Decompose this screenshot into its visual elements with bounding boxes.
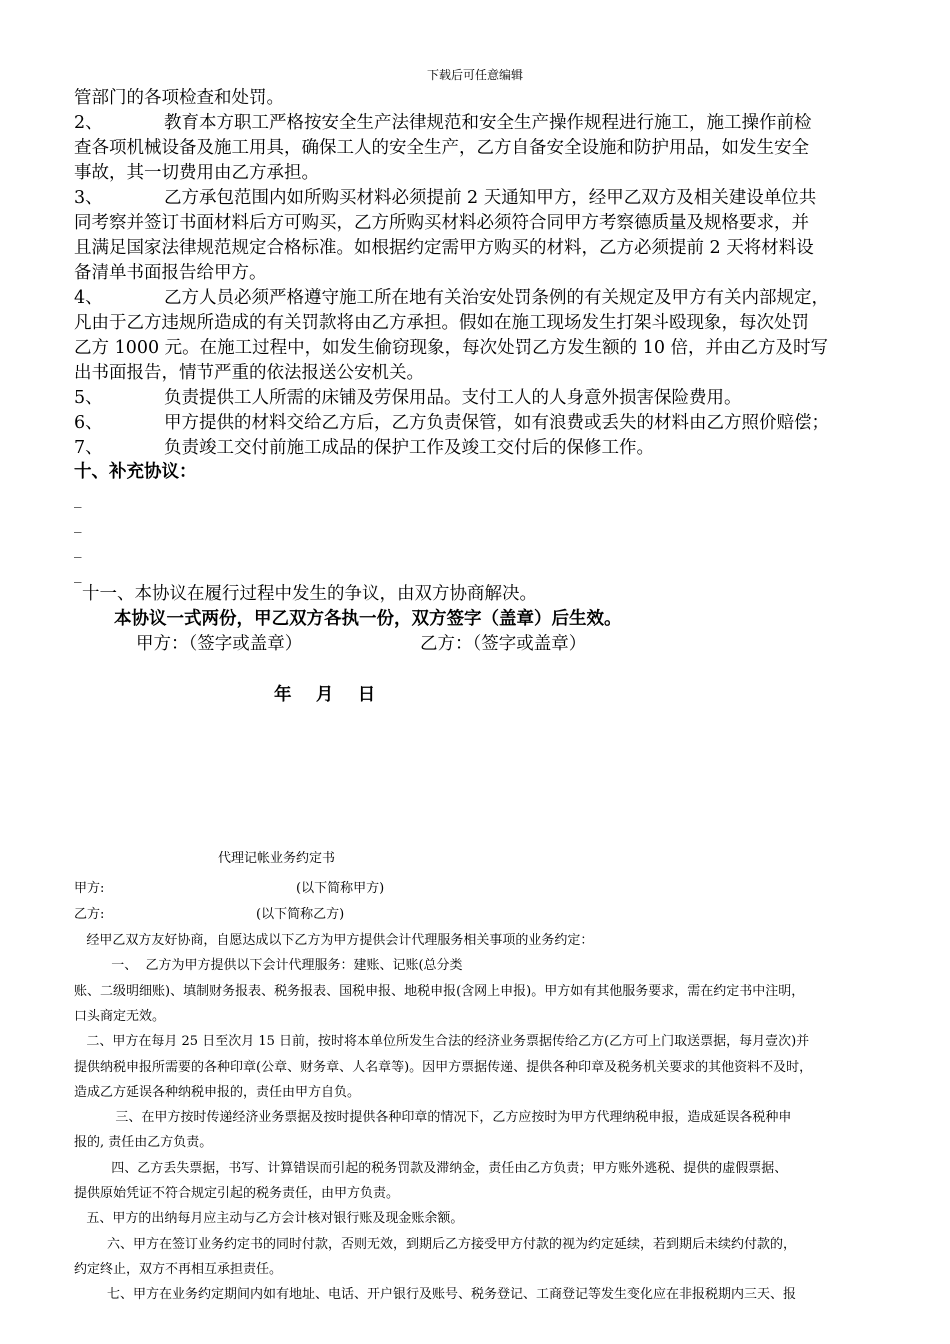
clause-text: 乙方人员必须严格遵守施工所在地有关治安处罚条例的有关规定及甲方有关内部规定， bbox=[164, 288, 829, 308]
clause-number: 7、 bbox=[74, 438, 103, 458]
clause-line bbox=[74, 161, 880, 186]
clause-line bbox=[74, 436, 880, 461]
clause-line bbox=[74, 136, 880, 161]
clause-text: 查各项机械设备及施工用具，确保工人的安全生产，乙方自备安全设施和防护用品，如发生安全 bbox=[74, 138, 809, 158]
clause-line bbox=[74, 386, 880, 411]
agreement-line: 二、甲方在每月 25 日至次月 15 日前，按时将本单位所发生合法的经济业务票据传给乙方(乙方可上门取送票据，每月壹次)并 bbox=[74, 1034, 810, 1050]
clause-line bbox=[74, 411, 880, 436]
blank-line-2: _ bbox=[74, 515, 82, 533]
clause-line bbox=[74, 261, 880, 286]
clause-number: 5、 bbox=[74, 388, 103, 408]
clause-number: 4、 bbox=[74, 288, 103, 308]
clause-text: 甲方提供的材料交给乙方后，乙方负责保管，如有浪费或丢失的材料由乙方照价赔偿； bbox=[164, 413, 829, 433]
clause-number: 3、 bbox=[74, 188, 103, 208]
clause-number: 6、 bbox=[74, 413, 103, 433]
clause-line bbox=[74, 111, 880, 136]
clause-line bbox=[74, 311, 880, 336]
agreement-line: 口头商定无效。 bbox=[74, 1008, 166, 1024]
agreement-line: 账、二级明细账)、填制财务报表、税务报表、国税申报、地税申报(含网上申报)。甲方如有其他服务要求，需在约定书中注明， bbox=[74, 983, 805, 999]
blank-line-1: _ bbox=[74, 490, 82, 508]
clause-number: 2、 bbox=[74, 113, 103, 133]
agreement-line: 提供纳税申报所需要的各种印章(公章、财务章、人名章等)。因甲方票据传递、提供各种印章及税务机关要求的其他资料不及时， bbox=[74, 1059, 813, 1075]
clause-line bbox=[74, 186, 880, 211]
clause-continuation: 管部门的各项检查和处罚。 bbox=[74, 88, 284, 108]
party-b-signature: 乙方：（签字或盖章） bbox=[420, 634, 587, 654]
clause-line bbox=[74, 336, 880, 361]
clause-text: 事故，其一切费用由乙方承担。 bbox=[74, 163, 319, 183]
agreement-title: 代理记帐业务约定书 bbox=[218, 851, 336, 866]
clause-text: 乙方 1000 元。在施工过程中，如发生偷窃现象，每次处罚乙方发生额的 10 倍，并由乙方及时写 bbox=[74, 338, 829, 358]
clause-text: 出书面报告，情节严重的依法报送公安机关。 bbox=[74, 363, 424, 383]
agreement-line: 七、甲方在业务约定期间内如有地址、电话、开户银行及账号、税务登记、工商登记等发生变化应在非报税期内三天、报 bbox=[74, 1287, 797, 1303]
clause-text: 负责竣工交付前施工成品的保护工作及竣工交付后的保修工作。 bbox=[164, 438, 654, 458]
agreement-line: 报的, 责任由乙方负责。 bbox=[74, 1135, 213, 1151]
party-a-note: (以下简称甲方) bbox=[296, 881, 385, 896]
blank-line-4: _ bbox=[74, 565, 82, 583]
agreement-line: 约定终止，双方不再相互承担责任。 bbox=[74, 1261, 283, 1277]
clause-list bbox=[74, 111, 880, 461]
clause-line bbox=[74, 236, 880, 261]
clause-line bbox=[74, 361, 880, 386]
clause-text: 教育本方职工严格按安全生产法律规范和安全生产操作规程进行施工，施工操作前检 bbox=[164, 113, 812, 133]
agreement-line: 四、乙方丢失票据，书写、计算错误而引起的税务罚款及滞纳金，责任由乙方负责；甲方账外逃税、提供的虚假票据、 bbox=[74, 1160, 788, 1176]
clause-text: 备清单书面报告给甲方。 bbox=[74, 263, 267, 283]
section-11: 十一、本协议在履行过程中发生的争议，由双方协商解决。 bbox=[82, 584, 537, 604]
clause-text: 负责提供工人所需的床铺及劳保用品。支付工人的人身意外损害保险费用。 bbox=[164, 388, 742, 408]
agreement-line: 五、甲方的出纳每月应主动与乙方会计核对银行账及现金账余额。 bbox=[74, 1211, 464, 1227]
blank-line-3: _ bbox=[74, 540, 82, 558]
clause-line bbox=[74, 211, 880, 236]
clause-text: 乙方承包范围内如所购买材料必须提前 2 天通知甲方，经甲乙双方及相关建设单位共 bbox=[164, 188, 817, 208]
section-10-heading: 十、补充协议： bbox=[74, 462, 197, 482]
signature-date: 年 月 日 bbox=[274, 685, 376, 705]
effective-clause: 本协议一式两份，甲乙双方各执一份，双方签字（盖章）后生效。 bbox=[114, 609, 622, 629]
agreement-line: 六、甲方在签订业务约定书的同时付款，否则无效，到期后乙方接受甲方付款的视为约定延续，若到期后未续约付款的， bbox=[74, 1236, 797, 1252]
page-header: 下载后可任意编辑 bbox=[426, 68, 523, 82]
clause-line bbox=[74, 286, 880, 311]
clause-text: 且满足国家法律规范规定合格标准。如根据约定需甲方购买的材料，乙方必须提前 2 天将材料设 bbox=[74, 238, 814, 258]
agreement-line: 一、 乙方为甲方提供以下会计代理服务：建账、记账(总分类 bbox=[74, 958, 463, 974]
party-a-signature: 甲方：（签字或盖章） bbox=[136, 634, 303, 654]
agreement-line: 造成乙方延误各种纳税申报的，责任由甲方自负。 bbox=[74, 1084, 361, 1100]
party-b-note: (以下简称乙方) bbox=[256, 907, 345, 922]
party-a-label: 甲方: bbox=[74, 881, 105, 896]
clause-text: 凡由于乙方违规所造成的有关罚款将由乙方承担。假如在施工现场发生打架斗殴现象，每次处罚 bbox=[74, 313, 809, 333]
party-b-label: 乙方: bbox=[74, 907, 105, 922]
agreement-line: 提供原始凭证不符合规定引起的税务责任，由甲方负责。 bbox=[74, 1186, 400, 1201]
clause-text: 同考察并签订书面材料后方可购买，乙方所购买材料必须符合同甲方考察德质量及规格要求，并 bbox=[74, 213, 809, 233]
agreement-line: 经甲乙双方友好协商，自愿达成以下乙方为甲方提供会计代理服务相关事项的业务约定： bbox=[74, 933, 594, 948]
agreement-line: 三、在甲方按时传递经济业务票据及按时提供各种印章的情况下，乙方应按时为甲方代理纳税申报，造成延误各税种申 bbox=[74, 1110, 792, 1126]
